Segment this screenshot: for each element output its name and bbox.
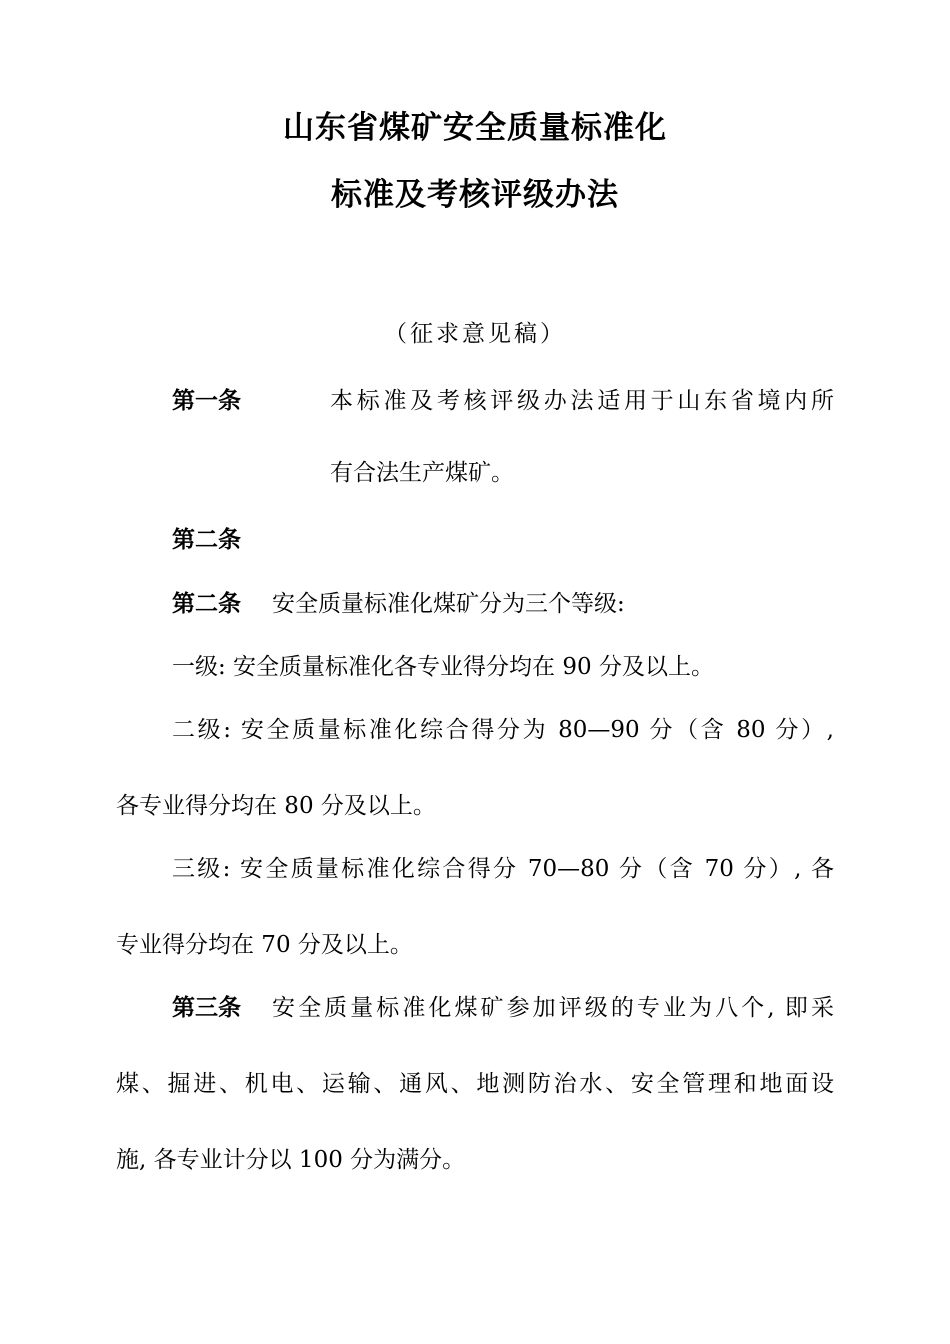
article-2-level-2-line-1: 二级: 安全质量标准化综合得分为 80—90 分（含 80 分）, (172, 717, 834, 743)
article-3-text-line-2: 煤、掘进、机电、运输、通风、地测防治水、安全管理和地面设 (116, 1071, 834, 1097)
article-2-level-3-line-2: 专业得分均在 70 分及以上。 (116, 932, 413, 958)
article-1-heading: 第一条 (172, 388, 241, 414)
article-2-level-1: 一级: 安全质量标准化各专业得分均在 90 分及以上。 (172, 654, 714, 680)
document-title-line-1: 山东省煤矿安全质量标准化 (283, 110, 667, 146)
article-2-level-2-line-2: 各专业得分均在 80 分及以上。 (116, 793, 436, 819)
article-2-heading-standalone: 第二条 (172, 527, 241, 553)
article-1-text-line-2: 有合法生产煤矿。 (330, 460, 514, 486)
article-2-heading: 第二条 (172, 591, 241, 617)
article-2-level-3-line-1: 三级: 安全质量标准化综合得分 70—80 分（含 70 分）, 各 (172, 856, 834, 882)
article-2-text: 安全质量标准化煤矿分为三个等级: (272, 591, 625, 617)
document-title-line-2: 标准及考核评级办法 (331, 177, 619, 213)
article-3-heading: 第三条 (172, 995, 241, 1021)
document-subtitle: （征求意见稿） (384, 321, 566, 347)
article-3-text-line-3: 施, 各专业计分以 100 分为满分。 (116, 1147, 466, 1173)
article-1-text-line-1: 本标准及考核评级办法适用于山东省境内所 (330, 388, 834, 414)
article-3-text-line-1: 安全质量标准化煤矿参加评级的专业为八个, 即采 (272, 995, 834, 1021)
